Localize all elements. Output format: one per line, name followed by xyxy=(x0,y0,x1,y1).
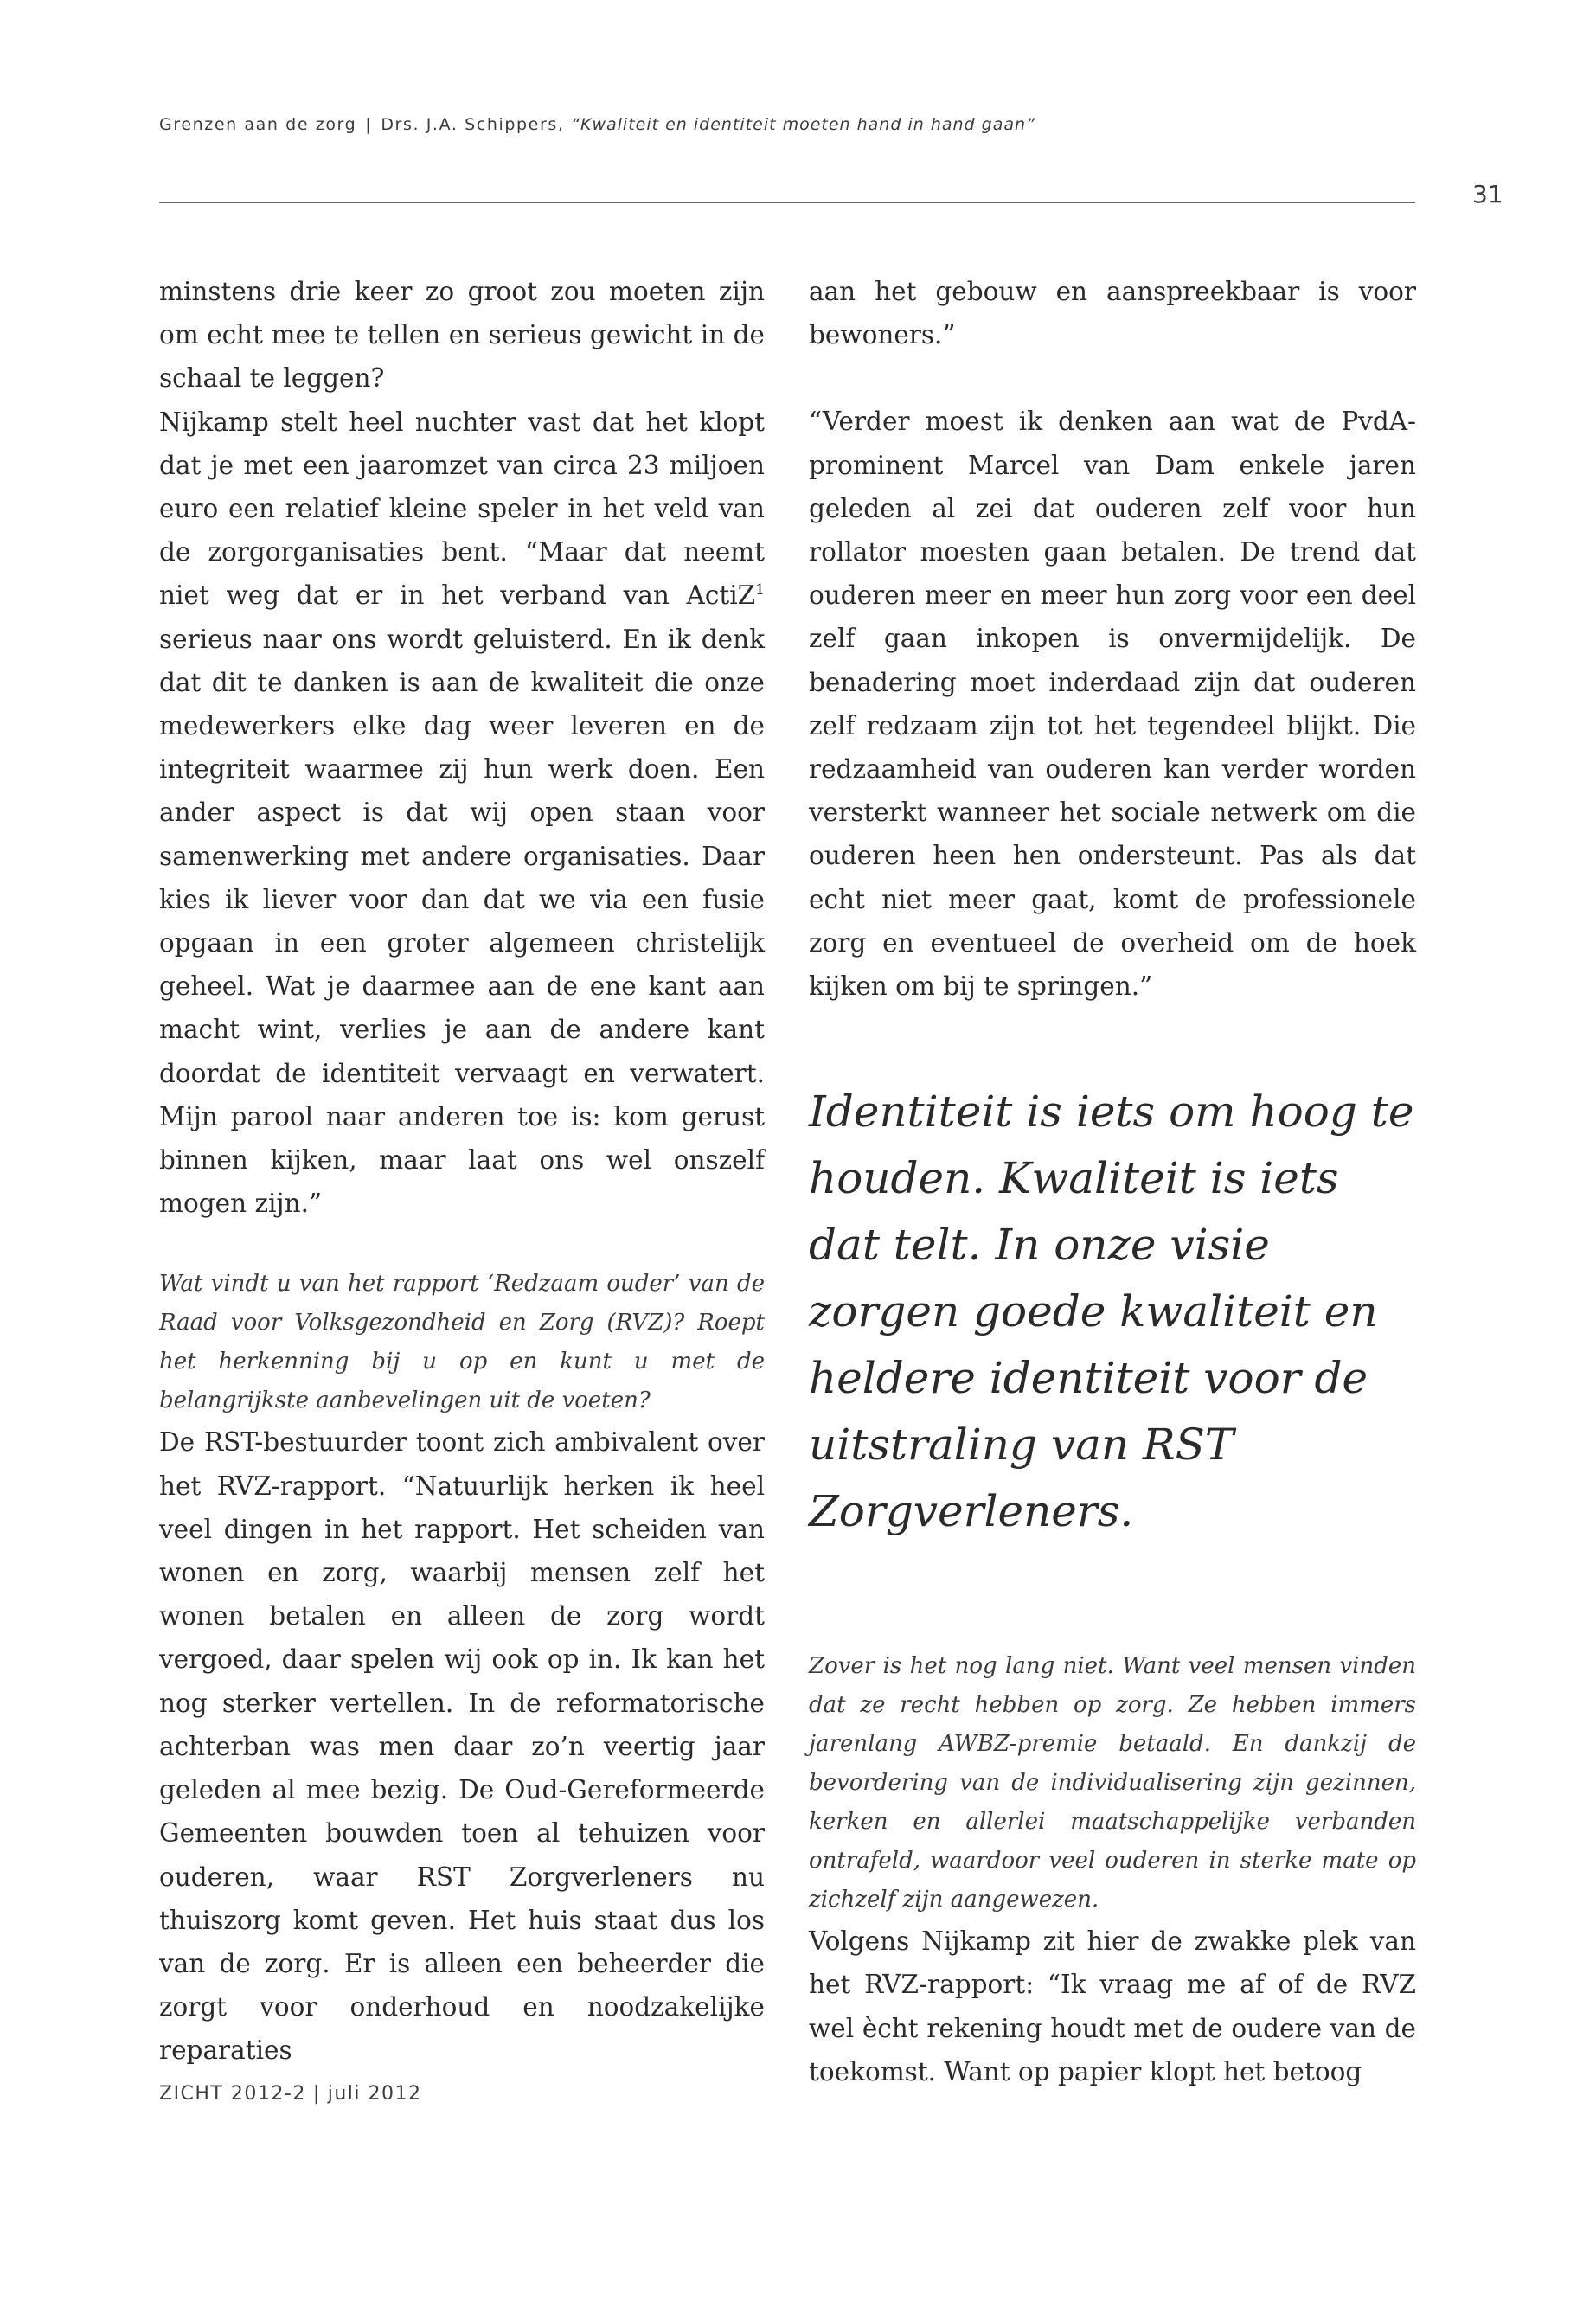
footer xyxy=(159,2083,422,2105)
footnote-marker: 1 xyxy=(755,581,765,599)
paragraph: De RST-bestuurder toont zich ambivalent over het RVZ-rapport. “Natuurlijk herken ik heel veel dingen in het rapport. Het scheiden van wonen en zorg, waarbij mensen zelf het wonen betalen en alleen de zorg wordt vergoed, daar spelen wij ook op in. Ik kan het nog sterker vertellen. In de reformatorische achterban was men daar zo’n veertig jaar geleden al mee bezig. De Oud-Gereformeerde Gemeenten bouwden toen al tehuizen voor ouderen, waar RST Zorgverleners nu thuiszorg komt geven. Het huis staat dus los van de zorg. Er is alleen een beheerder die zorgt voor onderhoud en noodzakelijke reparaties xyxy=(159,1427,765,2066)
issue-date: juli 2012 xyxy=(327,2083,422,2105)
paragraph: Nijkamp stelt heel nuchter vast dat het klopt dat je met een jaaromzet van circa 23 miljoen euro een relatief kleine speler in het veld van de zorgorganisaties bent. “Maar dat neemt niet weg dat er in het verband van ActiZ$^1$ serieus naar ons wordt geluisterd. En ik denk dat dit te danken is aan de kwaliteit die onze medewerkers elke dag weer leveren en de integriteit waarmee zij hun werk doen. Een ander aspect is dat wij open staan voor samenwerking met andere organisaties. Daar kies ik liever voor dan dat we via een fusie opgaan in een groter algemeen christelijk geheel. Wat je daarmee aan de ene kant aan macht wint, verlies je aan de andere kant doordat de identiteit vervaagt en verwatert. Mijn parool naar anderen toe is: kom gerust binnen kijken, maar laat ons wel onszelf mogen zijn.” xyxy=(159,407,765,1219)
paragraph: Volgens Nijkamp zit hier de zwakke plek van het RVZ-rapport: “Ik vraag me af of de RVZ wel ècht rekening houdt met de oudere van de toekomst. Want op papier klopt het betoog xyxy=(809,1926,1416,2086)
article-title: “Kwaliteit en identiteit moeten hand in hand gaan” xyxy=(571,115,1035,134)
separator: | xyxy=(365,115,373,134)
page-number: 31 xyxy=(1472,180,1503,208)
author: Drs. J.A. Schippers, xyxy=(381,115,565,134)
interview-question: Zover is het nog lang niet. Want veel mensen vinden dat ze recht hebben op zorg. Ze hebben immers jarenlang AWBZ-premie betaald. En dankzij de bevordering van de individualisering zijn gezinnen, kerken en allerlei maatschappelijke verbanden ontrafeld, waardoor veel ouderen in sterke mate op zichzelf zijn aangewezen. xyxy=(809,1653,1416,1913)
running-head xyxy=(159,115,1035,134)
left-column xyxy=(159,270,765,2073)
header-rule xyxy=(159,202,1415,203)
paragraph: “Verder moest ik denken aan wat de PvdA-prominent Marcel van Dam enkele jaren geleden al zei dat ouderen zelf voor hun rollator moesten gaan betalen. De trend dat ouderen meer en meer hun zorg voor een deel zelf gaan inkopen is onvermijdelijk. De benadering moet inderdaad zijn dat ouderen zelf redzaam zijn tot het tegendeel blijkt. Die redzaamheid van ouderen kan verder worden versterkt wanneer het sociale netwerk om die ouderen heen hen ondersteunt. Pas als dat echt niet meer gaat, komt de professionele zorg en eventueel de overheid om de hoek kijken om bij te springen.” xyxy=(809,407,1416,1002)
paragraph: aan het gebouw en aanspreekbaar is voor bewoners.” xyxy=(809,277,1416,350)
paragraph: minstens drie keer zo groot zou moeten zijn om echt mee te tellen en serieus gewicht in de schaal te leggen? xyxy=(159,277,765,394)
separator: | xyxy=(312,2083,321,2105)
publication: ZICHT 2012-2 xyxy=(159,2083,306,2105)
section-title: Grenzen aan de zorg xyxy=(159,115,357,134)
pull-quote: Identiteit is iets om hoog te houden. Kwaliteit is iets dat telt. In onze visie zorgen goede kwaliteit en heldere identiteit voor de uitstraling van RST Zorgverleners. xyxy=(809,1086,1414,1537)
interview-question: Wat vindt u van het rapport ‘Redzaam ouder’ van de Raad voor Volksgezondheid en Zorg (RVZ)? Roept het herkenning bij u op en kunt u met de belangrijkste aanbevelingen uit de voeten? xyxy=(159,1271,765,1414)
right-column xyxy=(809,270,1416,2093)
